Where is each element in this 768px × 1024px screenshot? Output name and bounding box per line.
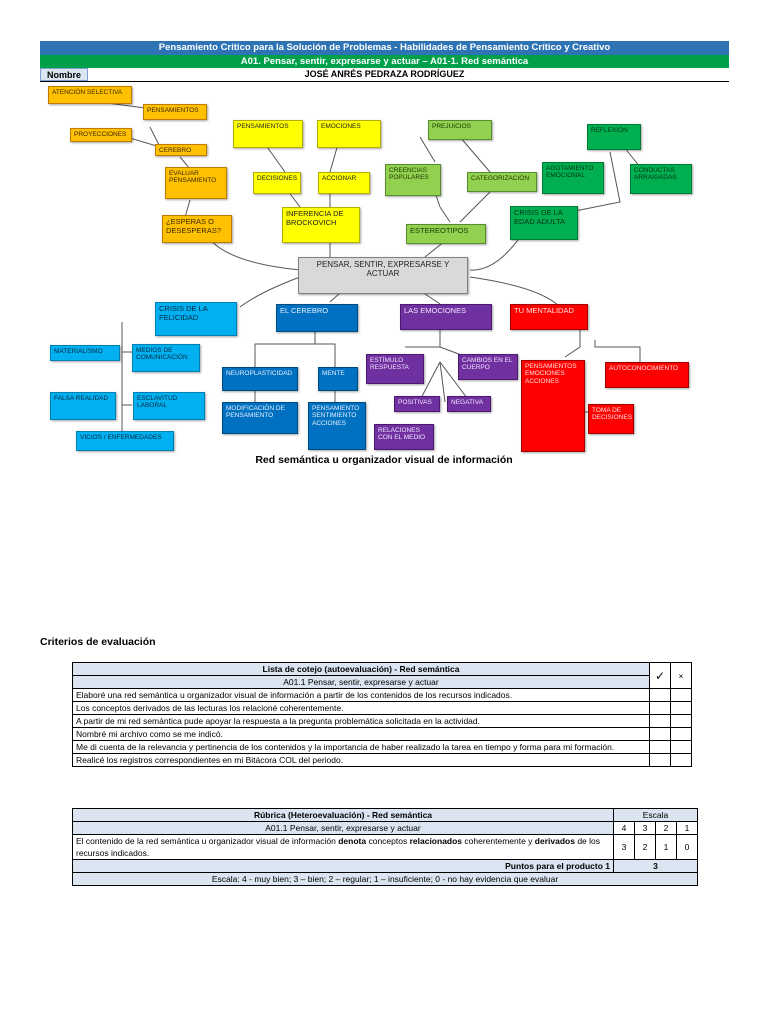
node-cerebro-orange: CEREBRO (155, 144, 207, 156)
node-relaciones: RELACIONES CON EL MEDIO (374, 424, 434, 450)
cross-cell[interactable] (671, 728, 692, 741)
criterion-bold: derivados (534, 836, 575, 846)
course-title-bar (40, 41, 729, 55)
activity-title: A01. Pensar, sentir, expresarse y actuar – A01-1. Red semántica (240, 56, 529, 67)
points-label: Puntos para el producto 1 (73, 860, 614, 873)
check-cell[interactable] (650, 689, 671, 702)
name-row (40, 68, 729, 82)
scale-header: 4 (614, 822, 635, 835)
checklist-item: Realicé los registros correspondientes en mi Bitácora COL del periodo. (73, 754, 650, 767)
name-label: Nombre (40, 68, 88, 81)
node-crisis-felicidad: CRISIS DE LA FELICIDAD (155, 302, 237, 336)
node-crisis-edad: CRISIS DE LA EDAD ADULTA (510, 206, 578, 240)
checklist-row (73, 689, 692, 702)
node-esperas: ¿ESPERAS O DESESPERAS? (162, 215, 232, 243)
scale-header: 3 (635, 822, 656, 835)
node-positivas: POSITIVAS (394, 396, 440, 412)
node-el-cerebro: EL CEREBRO (276, 304, 358, 332)
node-materialismo: MATERIALISMO (50, 345, 120, 361)
rubric-table (72, 808, 698, 886)
map-caption: Red semántica u organizador visual de información (255, 454, 513, 466)
node-pensamientos-yellow: PENSAMIENTOS (233, 120, 303, 148)
cross-cell[interactable] (671, 715, 692, 728)
checklist-item: A partir de mi red semántica pude apoyar la respuesta a la pregunta problemática solicitada en la actividad. (73, 715, 650, 728)
checklist-row (73, 728, 692, 741)
checklist-title: Lista de cotejo (autoevaluación) - Red semántica (73, 663, 650, 676)
checklist-row (73, 702, 692, 715)
checklist-item: Nombré mi archivo como se me indicó. (73, 728, 650, 741)
check-cell[interactable] (650, 741, 671, 754)
rubric-escala-label: Escala (614, 809, 698, 822)
scale-note: Escala: 4 - muy bien; 3 – bien; 2 – regular; 1 – insuficiente; 0 - no hay evidencia que evaluar (73, 873, 698, 886)
node-proyecciones: PROYECCIONES (70, 128, 132, 142)
node-pensamientos-orange: PENSAMIENTOS (143, 104, 207, 120)
student-name: JOSÉ ANRÉS PEDRAZA RODRÍGUEZ (304, 69, 465, 79)
checklist-row (73, 715, 692, 728)
criterion-text: conceptos (366, 836, 410, 846)
check-column-header: ✓ (650, 663, 671, 689)
points-value: 3 (614, 860, 698, 873)
checklist-item: Los conceptos derivados de las lecturas los relacioné coherentemente. (73, 702, 650, 715)
node-mente: MENTE (318, 367, 358, 391)
checklist-item: Elaboré una red semántica u organizador visual de información a partir de los contenidos de los recursos indicados. (73, 689, 650, 702)
node-agotamiento: AGOTAMIENTO EMOCIONAL (542, 162, 604, 194)
check-cell[interactable] (650, 728, 671, 741)
cross-cell[interactable] (671, 702, 692, 715)
node-pensamiento-sa: PENSAMIENTO SENTIMIENTO ACCIONES (308, 402, 366, 450)
cross-cell[interactable] (671, 754, 692, 767)
node-negativa: NEGATIVA (447, 396, 491, 412)
node-conductas: CONDUCTAS ARRAIGADAS (630, 164, 692, 194)
checklist-subtitle: A01.1 Pensar, sentir, expresarse y actuar (73, 676, 650, 689)
score-option[interactable]: 2 (635, 835, 656, 860)
activity-title-bar (40, 55, 729, 68)
criterion-text: El contenido de la red semántica u organizador visual de información (76, 836, 339, 846)
check-cell[interactable] (650, 702, 671, 715)
node-neuroplasticidad: NEUROPLASTICIDAD (222, 367, 298, 391)
node-decisiones: DECISIONES (253, 172, 301, 194)
node-vicios: VICIOS / ENFERMEDADES (76, 431, 174, 451)
node-emociones-yellow: EMOCIONES (317, 120, 381, 148)
node-reflexion: REFLEXIÓN (587, 124, 641, 150)
score-option[interactable]: 1 (656, 835, 677, 860)
checklist-item: Me di cuenta de la relevancia y pertinencia de los contenidos y la importancia de haber realizado la tarea en tiempo y forma para mi formación. (73, 741, 650, 754)
node-toma-decisiones: TOMA DE DECISIONES (588, 404, 634, 434)
node-creencias: CREENCIAS POPULARES (385, 164, 441, 196)
node-las-emociones: LAS EMOCIONES (400, 304, 492, 330)
node-falsa-realidad: FALSA REALIDAD (50, 392, 116, 420)
criterion-text: coherentemente y (462, 836, 535, 846)
checklist-table (72, 662, 692, 767)
node-categorizacion: CATEGORIZACIÓN (467, 172, 537, 192)
rubric-criterion (73, 835, 614, 860)
cross-cell[interactable] (671, 741, 692, 754)
node-evaluar-pensamiento: EVALUAR PENSAMIENTO (165, 167, 227, 199)
cross-column-header: × (671, 663, 692, 689)
score-option[interactable]: 3 (614, 835, 635, 860)
criterion-bold: relacionados (409, 836, 463, 846)
check-cell[interactable] (650, 754, 671, 767)
node-autoconocimiento: AUTOCONOCIMIENTO (605, 362, 689, 388)
scale-header: 2 (656, 822, 677, 835)
course-title: Pensamiento Crítico para la Solución de Problemas - Habilidades de Pensamiento Crítico y Creativo (158, 42, 611, 53)
semantic-map (40, 82, 742, 454)
node-medios: MEDIOS DE COMUNICACIÓN (132, 344, 200, 372)
rubric-title: Rúbrica (Heteroevaluación) - Red semántica (73, 809, 614, 822)
cross-cell[interactable] (671, 689, 692, 702)
node-estimulo: ESTÍMULO RESPUESTA (366, 354, 424, 384)
checklist-row (73, 741, 692, 754)
node-estereotipos: ESTEREOTIPOS (406, 224, 486, 244)
checklist-row (73, 754, 692, 767)
criterion-text: de los recursos indicados. (76, 836, 600, 858)
node-atencion-selectiva: ATENCIÓN SELECTIVA (48, 86, 132, 104)
node-center: PENSAR, SENTIR, EXPRESARSE Y ACTUAR (298, 257, 468, 294)
node-prejuicios: PREJUICIOS (428, 120, 492, 140)
node-accionar: ACCIONAR (318, 172, 370, 194)
rubric-subtitle: A01.1 Pensar, sentir, expresarse y actuar (73, 822, 614, 835)
node-tu-mentalidad: TU MENTALIDAD (510, 304, 588, 330)
node-pensamientos-emociones-acciones: PENSAMIENTOS EMOCIONES ACCIONES (521, 360, 585, 452)
score-option[interactable]: 0 (677, 835, 698, 860)
check-cell[interactable] (650, 715, 671, 728)
node-inferencia: INFERENCIA DE BROCKOVICH (282, 207, 360, 243)
node-modificacion: MODIFICACIÓN DE PENSAMIENTO (222, 402, 298, 434)
scale-header: 1 (677, 822, 698, 835)
node-esclavitud: ESCLAVITUD LABORAL (133, 392, 205, 420)
node-cambios: CAMBIOS EN EL CUERPO (458, 354, 518, 380)
criterios-title: Criterios de evaluación (40, 636, 156, 648)
criterion-bold: denota (338, 836, 367, 846)
